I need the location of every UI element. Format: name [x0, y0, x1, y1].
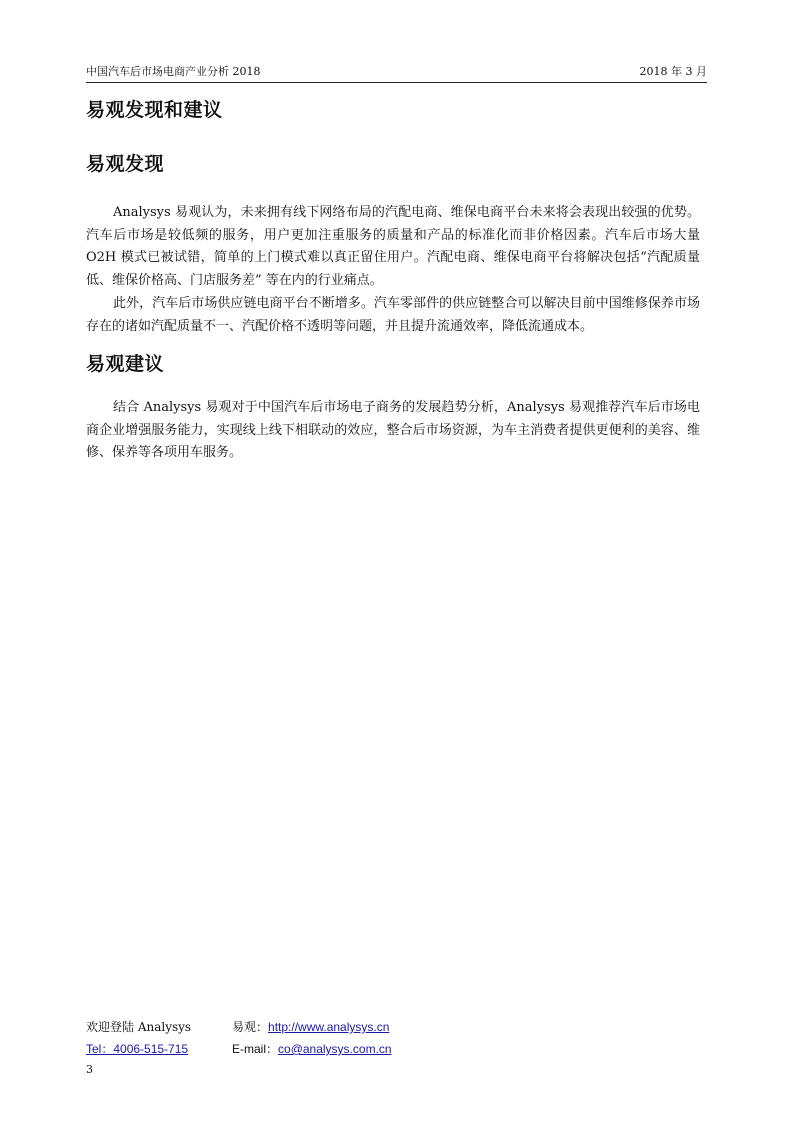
footer-site-label: 易观： [232, 1020, 269, 1034]
footer-tel [86, 1041, 188, 1057]
header-date: 2018 年 3 月 [639, 65, 707, 78]
main-title: 易观发现和建议 [86, 99, 223, 121]
footer-email-label: E-mail： [232, 1042, 279, 1056]
suggestions-paragraph: 结合 Analysys 易观对于中国汽车后市场电子商务的发展趋势分析，Analysys 易观推荐汽车后市场电商企业增强服务能力，实现线上线下相联动的效应，整合后市场资源，为车主消费者提供更便利的美容、维修、保养等各项用车服务。 [86, 400, 700, 460]
findings-heading: 易观发现 [86, 153, 165, 175]
findings-paragraph-1: Analysys 易观认为，未来拥有线下网络布局的汽配电商、维保电商平台未来将会表现出较强的优势。汽车后市场是较低频的服务，用户更加注重服务的质量和产品的标准化而非价格因素。汽车后市场大量 O2H 模式已被试错，简单的上门模式难以真正留住用户。汽配电商、维保电商平台将解决包括“汽配质量低、维保价格高、门店服务差” 等在内的行业痛点。 [86, 205, 700, 288]
header-divider [86, 82, 707, 83]
footer-email-link[interactable]: co@analysys.com.cn [278, 1042, 392, 1056]
page-header [86, 63, 707, 81]
page-number: 3 [86, 1063, 93, 1076]
footer-site [232, 1019, 389, 1035]
footer-welcome: 欢迎登陆 Analysys [86, 1020, 192, 1034]
header-title: 中国汽车后市场电商产业分析 2018 [86, 65, 261, 78]
footer-tel-link[interactable]: Tel：4006-515-715 [86, 1042, 189, 1056]
footer-site-link[interactable]: http://www.analysys.cn [268, 1020, 390, 1034]
suggestions-heading: 易观建议 [86, 353, 165, 375]
findings-paragraph-2: 此外，汽车后市场供应链电商平台不断增多。汽车零部件的供应链整合可以解决目前中国维修保养市场存在的诸如汽配质量不一、汽配价格不透明等问题，并且提升流通效率，降低流通成本。 [86, 296, 700, 334]
footer-email [232, 1041, 392, 1057]
